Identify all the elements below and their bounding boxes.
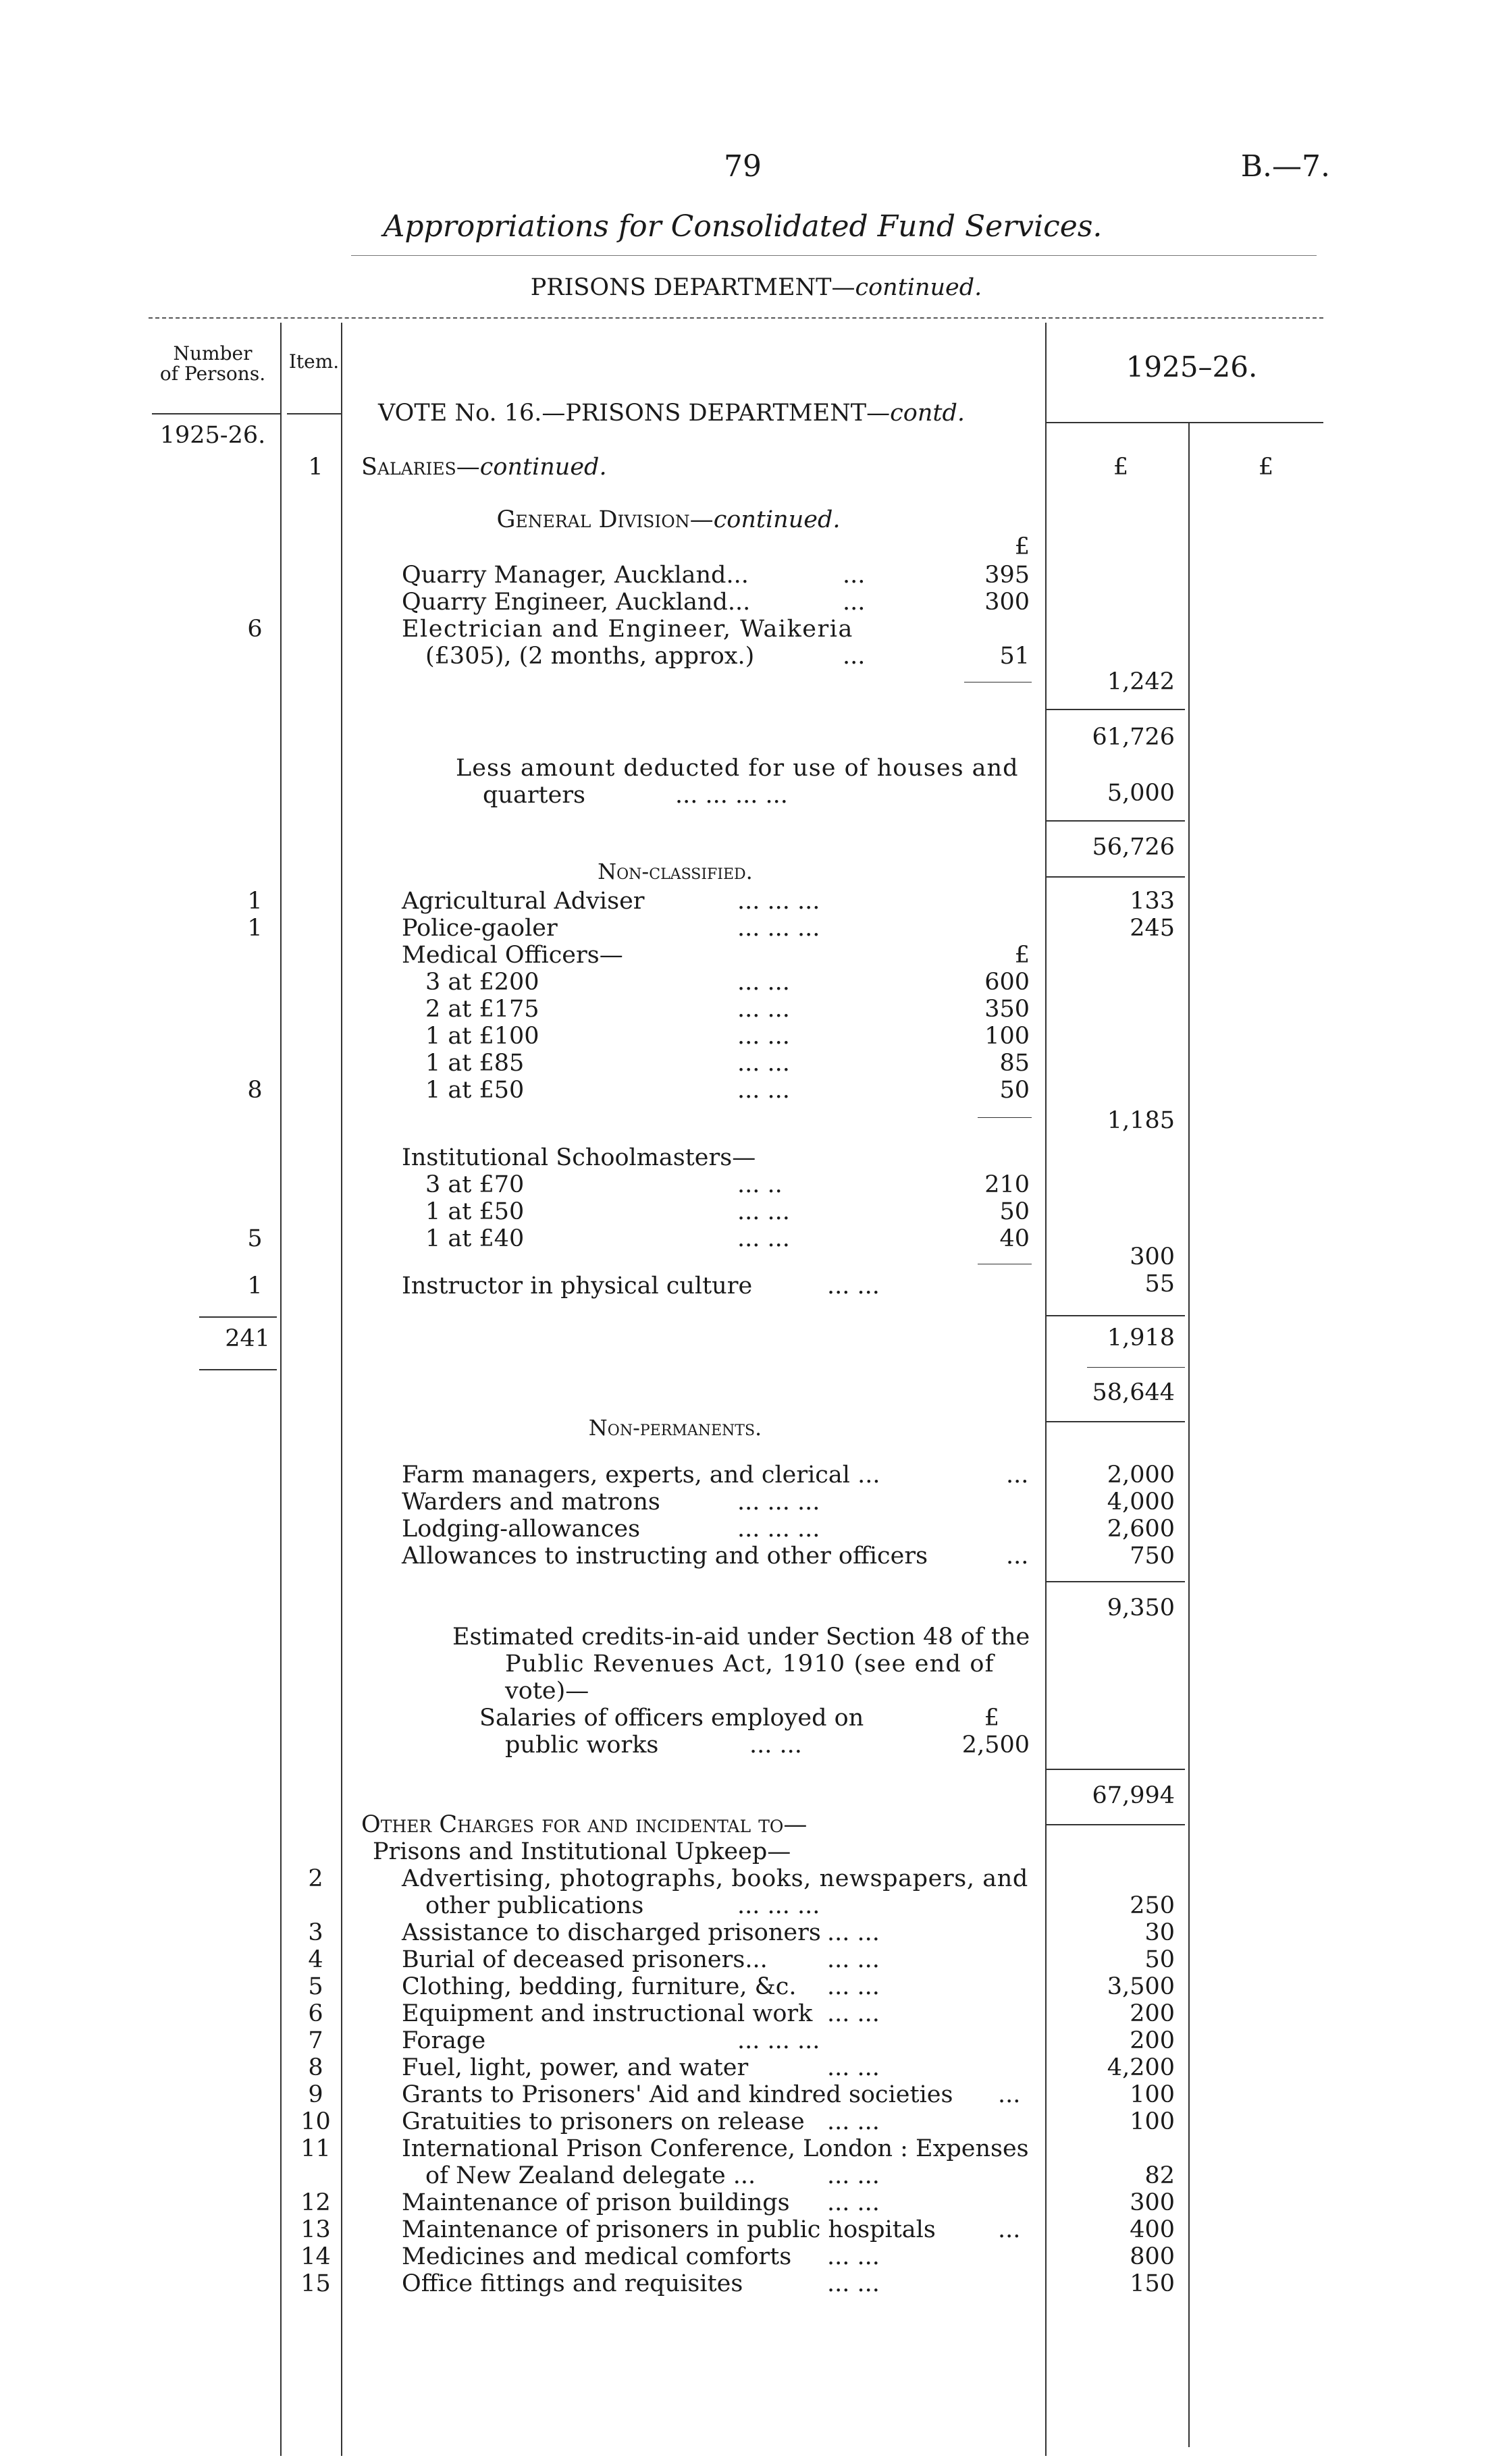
medical-dots-2: ... ... [737, 996, 790, 1023]
non-permanents-heading: Non-permanents. [588, 1415, 762, 1441]
np-amount-3: 2,600 [1107, 1516, 1175, 1543]
medical-line-1: 3 at £200 [425, 969, 539, 996]
col-number-line1: Number [173, 342, 253, 365]
oc-amount-3: 30 [1144, 1919, 1175, 1946]
oc-amount-7: 200 [1130, 2027, 1175, 2054]
grand-total-rule-bottom [1047, 1824, 1185, 1825]
oc-item-9: 9 [308, 2081, 323, 2108]
medical-dots-1: ... ... [737, 969, 790, 996]
gd-persons: 6 [247, 616, 263, 643]
oc-dots-15: ... ... [827, 2270, 880, 2297]
medical-amount-2: 350 [984, 996, 1030, 1023]
school-amount-3: 40 [999, 1225, 1030, 1252]
gd-amount-1: 395 [984, 562, 1030, 589]
credits-amount: 2,500 [961, 1732, 1030, 1759]
oc-dots-3: ... ... [827, 1919, 880, 1946]
medical-total: 1,185 [1107, 1107, 1175, 1134]
gd-line-3: Electrician and Engineer, Waikeria [402, 616, 853, 643]
oc-dots-9: ... [998, 2081, 1021, 2108]
school-persons: 5 [247, 1225, 263, 1252]
pound-header-b: £ [1258, 454, 1274, 481]
less-amount: 5,000 [1107, 780, 1175, 807]
gd-amount-4: 51 [999, 643, 1030, 670]
rule-item-right [341, 323, 342, 2456]
schoolmasters-heading: Institutional Schoolmasters— [402, 1144, 756, 1171]
nc-total-rule [1087, 1367, 1185, 1368]
col-year-header: 1925–26. [1126, 350, 1258, 383]
medical-heading: Medical Officers— [402, 942, 623, 969]
oc-text-7: Forage [402, 2027, 486, 2054]
oc-dots-10: ... ... [827, 2108, 880, 2135]
oc-amount-5: 3,500 [1107, 1973, 1175, 2000]
salaries-total: 58,644 [1092, 1379, 1175, 1406]
item-1: 1 [308, 454, 323, 481]
subtotal-rule-3 [1047, 876, 1185, 878]
oc-item-5: 5 [308, 1973, 323, 2000]
instructor-dots: ... ... [827, 1273, 880, 1300]
less-line-1: Less amount deducted for use of houses and [456, 755, 1019, 782]
medical-line-3: 1 at £100 [425, 1023, 539, 1050]
salaries-total-rule [1047, 1421, 1185, 1422]
instructor-text: Instructor in physical culture [402, 1273, 753, 1300]
rule-persons-right [280, 323, 282, 2456]
oc-item-13: 13 [300, 2216, 331, 2243]
oc-dots-6: ... ... [827, 2000, 880, 2027]
school-total: 300 [1130, 1243, 1175, 1270]
oc-amount-12: 300 [1130, 2189, 1175, 2216]
col-year-left: 1925-26. [159, 422, 266, 449]
oc-amount-6: 200 [1130, 2000, 1175, 2027]
school-line-1: 3 at £70 [425, 1171, 525, 1198]
medical-amount-3: 100 [984, 1023, 1030, 1050]
oc-dots-4: ... ... [827, 1946, 880, 1973]
oc-amount-2: 250 [1130, 1892, 1175, 1919]
col-number-line2: of Persons. [159, 363, 266, 385]
medical-dots-5: ... ... [737, 1077, 790, 1104]
subtotal-rule-2 [1047, 820, 1185, 822]
oc-item-3: 3 [308, 1919, 323, 1946]
persons-sum-rule-bottom [199, 1369, 277, 1370]
oc-amount-4: 50 [1144, 1946, 1175, 1973]
medical-pound: £ [1014, 942, 1030, 969]
np-sum-rule [1047, 1581, 1185, 1582]
instructor-amount: 55 [1144, 1270, 1175, 1297]
np-amount-2: 4,000 [1107, 1489, 1175, 1516]
oc-text-11: International Prison Conference, London : Expenses [402, 2135, 1029, 2162]
oc-text2-2: other publications [425, 1892, 644, 1919]
rule-text-right [1045, 323, 1047, 2456]
subtotal-1: 61,726 [1092, 724, 1175, 751]
nc-total: 1,918 [1107, 1324, 1175, 1351]
np-line-3: Lodging-allowances [402, 1516, 641, 1543]
nc-police-text: Police-gaoler [402, 915, 558, 942]
np-dots-2: ... ... ... [737, 1489, 820, 1516]
np-dots-4: ... [1006, 1543, 1029, 1570]
vote-title: VOTE No. 16.—PRISONS DEPARTMENT—contd. [378, 400, 965, 427]
oc-item-8: 8 [308, 2054, 323, 2081]
page-title: Appropriations for Consolidated Fund Services. [383, 209, 1103, 244]
department-suffix: continued. [855, 274, 982, 301]
rule-year-header [1047, 422, 1323, 423]
nc-agri-persons: 1 [247, 888, 263, 915]
oc-amount-10: 100 [1130, 2108, 1175, 2135]
oc-item-2: 2 [308, 1865, 323, 1892]
medical-line-4: 1 at £85 [425, 1050, 525, 1077]
gd-amount-2: 300 [984, 589, 1030, 616]
nc-police-persons: 1 [247, 915, 263, 942]
nc-police-amount: 245 [1130, 915, 1175, 942]
gd-dots-2: ... [843, 589, 866, 616]
school-line-3: 1 at £40 [425, 1225, 525, 1252]
oc-text-15: Office fittings and requisites [402, 2270, 743, 2297]
np-dots-1: ... [1006, 1462, 1029, 1489]
oc-item-7: 7 [308, 2027, 323, 2054]
oc-amount-14: 800 [1130, 2243, 1175, 2270]
gd-line-1: Quarry Manager, Auckland... [402, 562, 749, 589]
oc-item-4: 4 [308, 1946, 323, 1973]
credits-pound: £ [984, 1705, 999, 1732]
oc-item-14: 14 [300, 2243, 331, 2270]
credits-line-4: Salaries of officers employed on [479, 1705, 864, 1732]
oc-text-12: Maintenance of prison buildings [402, 2189, 790, 2216]
np-amount-1: 2,000 [1107, 1462, 1175, 1489]
medical-amount-4: 85 [999, 1050, 1030, 1077]
gd-line-4: (£305), (2 months, approx.) [425, 643, 755, 670]
oc-item-12: 12 [300, 2189, 331, 2216]
nc-police-dots: ... ... ... [737, 915, 820, 942]
oc-text-3: Assistance to discharged prisoners [402, 1919, 821, 1946]
gd-dots-1: ... [843, 562, 866, 589]
department-name: PRISONS DEPARTMENT— [530, 274, 855, 301]
oc-amount-11: 82 [1144, 2162, 1175, 2189]
title-rule [351, 255, 1317, 256]
persons-total: 241 [225, 1325, 270, 1352]
nc-agri-amount: 133 [1130, 888, 1175, 915]
other-charges-heading: Other Charges for and incidental to— [361, 1811, 808, 1838]
grand-total-rule-top [1047, 1769, 1185, 1770]
oc-text-14: Medicines and medical comforts [402, 2243, 792, 2270]
medical-dots-3: ... ... [737, 1023, 790, 1050]
oc-dots-5: ... ... [827, 1973, 880, 2000]
school-dots-3: ... ... [737, 1225, 790, 1252]
oc-text-8: Fuel, light, power, and water [402, 2054, 749, 2081]
col-item: Item. [288, 350, 340, 373]
department-heading [419, 273, 1094, 302]
rule-item-header [287, 413, 341, 414]
nc-agri-text: Agricultural Adviser [402, 888, 645, 915]
oc-amount-13: 400 [1130, 2216, 1175, 2243]
nc-agri-dots: ... ... ... [737, 888, 820, 915]
medical-persons: 8 [247, 1077, 263, 1104]
gd-line-2: Quarry Engineer, Auckland... [402, 589, 751, 616]
np-total: 9,350 [1107, 1595, 1175, 1622]
grand-total: 67,994 [1092, 1782, 1175, 1809]
oc-text-5: Clothing, bedding, furniture, &c. [402, 1973, 797, 2000]
oc-dots-8: ... ... [827, 2054, 880, 2081]
oc-dots-7: ... ... ... [737, 2027, 820, 2054]
gd-total: 1,242 [1107, 668, 1175, 695]
subtotal-2: 56,726 [1092, 834, 1175, 861]
nc-sum-rule [1047, 1315, 1185, 1316]
medical-amount-5: 50 [999, 1077, 1030, 1104]
oc-dots-13: ... [998, 2216, 1021, 2243]
school-dots-2: ... ... [737, 1198, 790, 1225]
document-code: B.—7. [1240, 149, 1330, 184]
np-line-4: Allowances to instructing and other officers [402, 1543, 928, 1570]
oc-item-10: 10 [300, 2108, 331, 2135]
oc-text-4: Burial of deceased prisoners... [402, 1946, 768, 1973]
general-division-heading: General Division—continued. [496, 506, 841, 533]
oc-text-6: Equipment and instructional work [402, 2000, 813, 2027]
non-classified-heading: Non-classified. [598, 859, 753, 884]
oc-dots-14: ... ... [827, 2243, 880, 2270]
oc-amount-9: 100 [1130, 2081, 1175, 2108]
credits-line-5: public works [505, 1732, 659, 1759]
medical-line-5: 1 at £50 [425, 1077, 525, 1104]
medical-sum-rule [978, 1117, 1032, 1118]
credits-line-3: vote)— [505, 1678, 589, 1705]
oc-item-15: 15 [300, 2270, 331, 2297]
oc-text-9: Grants to Prisoners' Aid and kindred societies [402, 2081, 953, 2108]
oc-item-6: 6 [308, 2000, 323, 2027]
less-line-2: quarters [483, 782, 586, 809]
other-charges-subheading: Prisons and Institutional Upkeep— [373, 1838, 791, 1865]
oc-text-10: Gratuities to prisoners on release [402, 2108, 805, 2135]
rule-amount-middle [1188, 422, 1190, 2447]
oc-amount-8: 4,200 [1107, 2054, 1175, 2081]
medical-amount-1: 600 [984, 969, 1030, 996]
oc-text-2: Advertising, photographs, books, newspapers, and [402, 1865, 1028, 1892]
school-amount-2: 50 [999, 1198, 1030, 1225]
page-number: 79 [724, 149, 762, 184]
gd-dots-4: ... [843, 643, 866, 670]
medical-line-2: 2 at £175 [425, 996, 539, 1023]
oc-text2-11: of New Zealand delegate ... [425, 2162, 756, 2189]
np-dots-3: ... ... ... [737, 1516, 820, 1543]
np-line-1: Farm managers, experts, and clerical ... [402, 1462, 880, 1489]
school-amount-1: 210 [984, 1171, 1030, 1198]
np-amount-4: 750 [1130, 1543, 1175, 1570]
instructor-persons: 1 [247, 1273, 263, 1300]
gd-pound: £ [1014, 533, 1030, 560]
pound-header-a: £ [1113, 454, 1129, 481]
school-line-2: 1 at £50 [425, 1198, 525, 1225]
persons-sum-rule-top [199, 1316, 277, 1318]
oc-dots-2: ... ... ... [737, 1892, 820, 1919]
credits-dots: ... ... [749, 1732, 802, 1759]
oc-amount-15: 150 [1130, 2270, 1175, 2297]
medical-dots-4: ... ... [737, 1050, 790, 1077]
school-dots-1: ... .. [737, 1171, 783, 1198]
oc-item-11: 11 [300, 2135, 331, 2162]
oc-dots-11: ... ... [827, 2162, 880, 2189]
rule-persons-header [152, 413, 280, 414]
salaries-heading: Salaries—continued. [361, 454, 607, 481]
np-line-2: Warders and matrons [402, 1489, 660, 1516]
oc-text-13: Maintenance of prisoners in public hospitals [402, 2216, 936, 2243]
less-dots: ... ... ... ... [675, 782, 788, 809]
credits-line-1: Estimated credits-in-aid under Section 48 of the [452, 1624, 1030, 1651]
header-rule [149, 317, 1323, 319]
credits-line-2: Public Revenues Act, 1910 (see end of [505, 1651, 995, 1678]
subtotal-rule-1 [1047, 709, 1185, 710]
oc-dots-12: ... ... [827, 2189, 880, 2216]
